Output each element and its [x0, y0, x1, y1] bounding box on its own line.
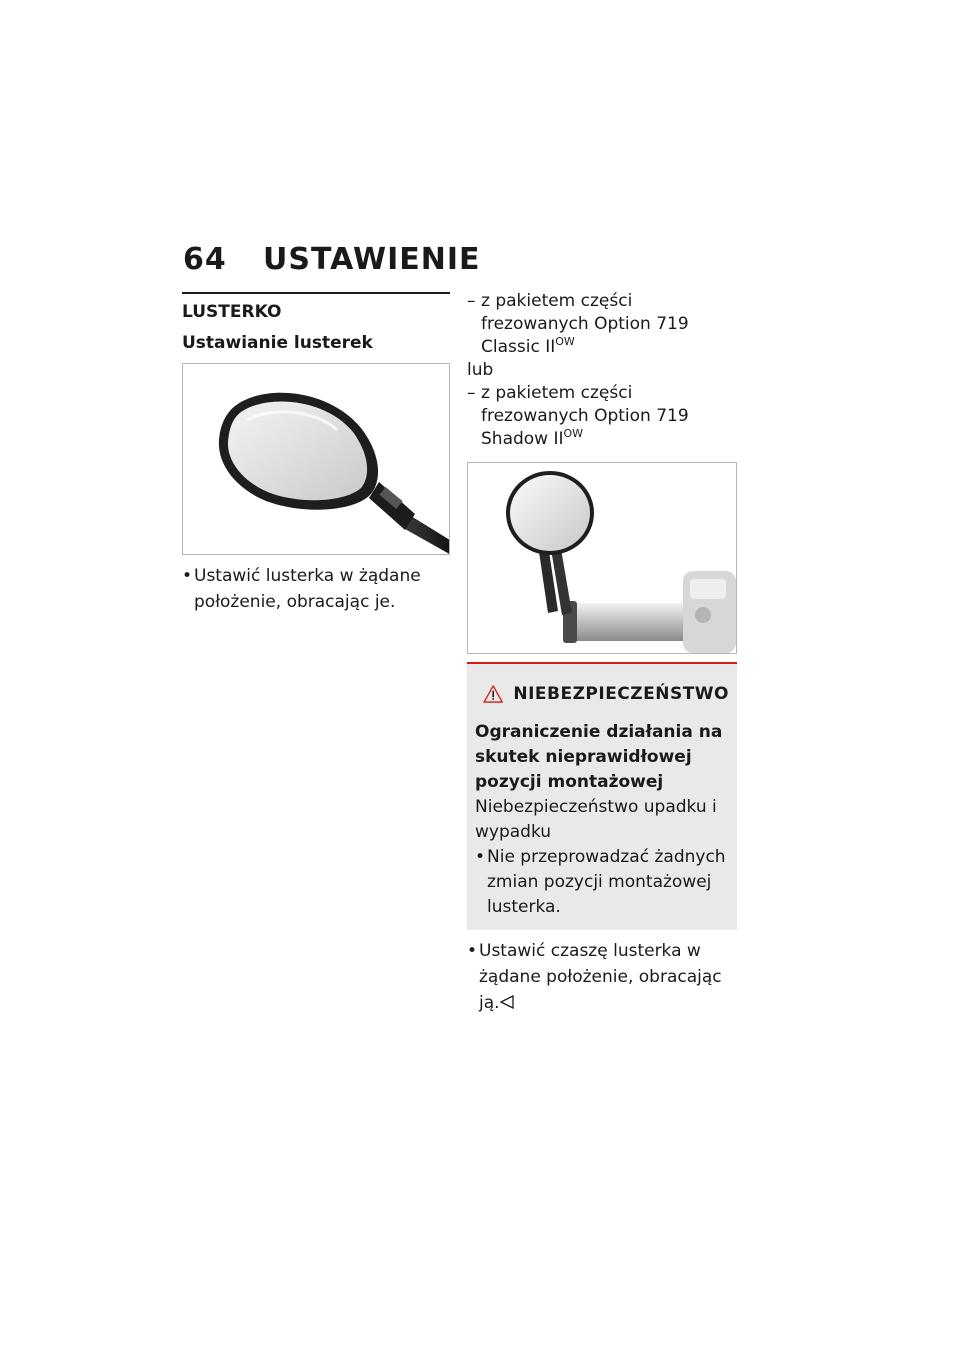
mirror-image — [182, 363, 450, 555]
warning-title: Ograniczenie działania na skutek nieprawidłowej pozycji montażowej — [475, 722, 723, 792]
option-shadow — [467, 382, 737, 451]
warning-item-text: Nie przeprowadzać żadnych zmian pozycji montażowej lusterka. — [487, 847, 726, 917]
step-bullet: • — [182, 566, 193, 586]
bar-end-mirror-image — [467, 462, 737, 654]
warning-text: Niebezpieczeństwo upadku i wypadku — [475, 797, 717, 842]
step-text — [479, 938, 737, 1016]
or-text: lub — [467, 360, 494, 380]
step-adjust-mirror-head — [467, 938, 737, 1016]
mirror-illustration — [183, 364, 449, 554]
option-text — [481, 382, 737, 451]
step2-text: Ustawić czaszę lusterka w żądane położenie, obracając ją. — [479, 941, 722, 1013]
option-dash: – — [467, 383, 476, 403]
step-adjust-mirrors — [182, 563, 450, 615]
option-classic-text: z pakietem części frezowanych Option 719 Classic II — [481, 291, 689, 357]
warning-label: NIEBEZPIECZEŃSTWO — [513, 683, 729, 704]
warning-box — [467, 662, 737, 930]
bar-end-mirror-illustration — [468, 463, 736, 653]
chapter-title: USTAWIENIE — [263, 242, 481, 277]
section-rule — [182, 292, 450, 294]
option-dash: – — [467, 291, 476, 311]
subsection-title: Ustawianie lusterek — [182, 333, 373, 353]
option-classic-sup: OW — [555, 335, 575, 348]
step-bullet: • — [467, 941, 478, 961]
left-column — [182, 292, 450, 615]
end-triangle-icon — [500, 995, 514, 1009]
warning-item — [475, 845, 729, 920]
page-number: 64 — [183, 242, 227, 277]
option-text — [481, 290, 737, 359]
section-title: LUSTERKO — [182, 302, 282, 322]
option-shadow-text: z pakietem części frezowanych Option 719 Shadow II — [481, 383, 689, 449]
right-column — [467, 290, 737, 1016]
warning-bullet: • — [475, 847, 486, 867]
warning-header — [475, 674, 729, 714]
option-classic — [467, 290, 737, 359]
warning-triangle-icon — [483, 677, 503, 711]
option-shadow-sup: OW — [563, 427, 584, 440]
step-text: Ustawić lusterka w żądane położenie, obracając je. — [194, 566, 421, 612]
